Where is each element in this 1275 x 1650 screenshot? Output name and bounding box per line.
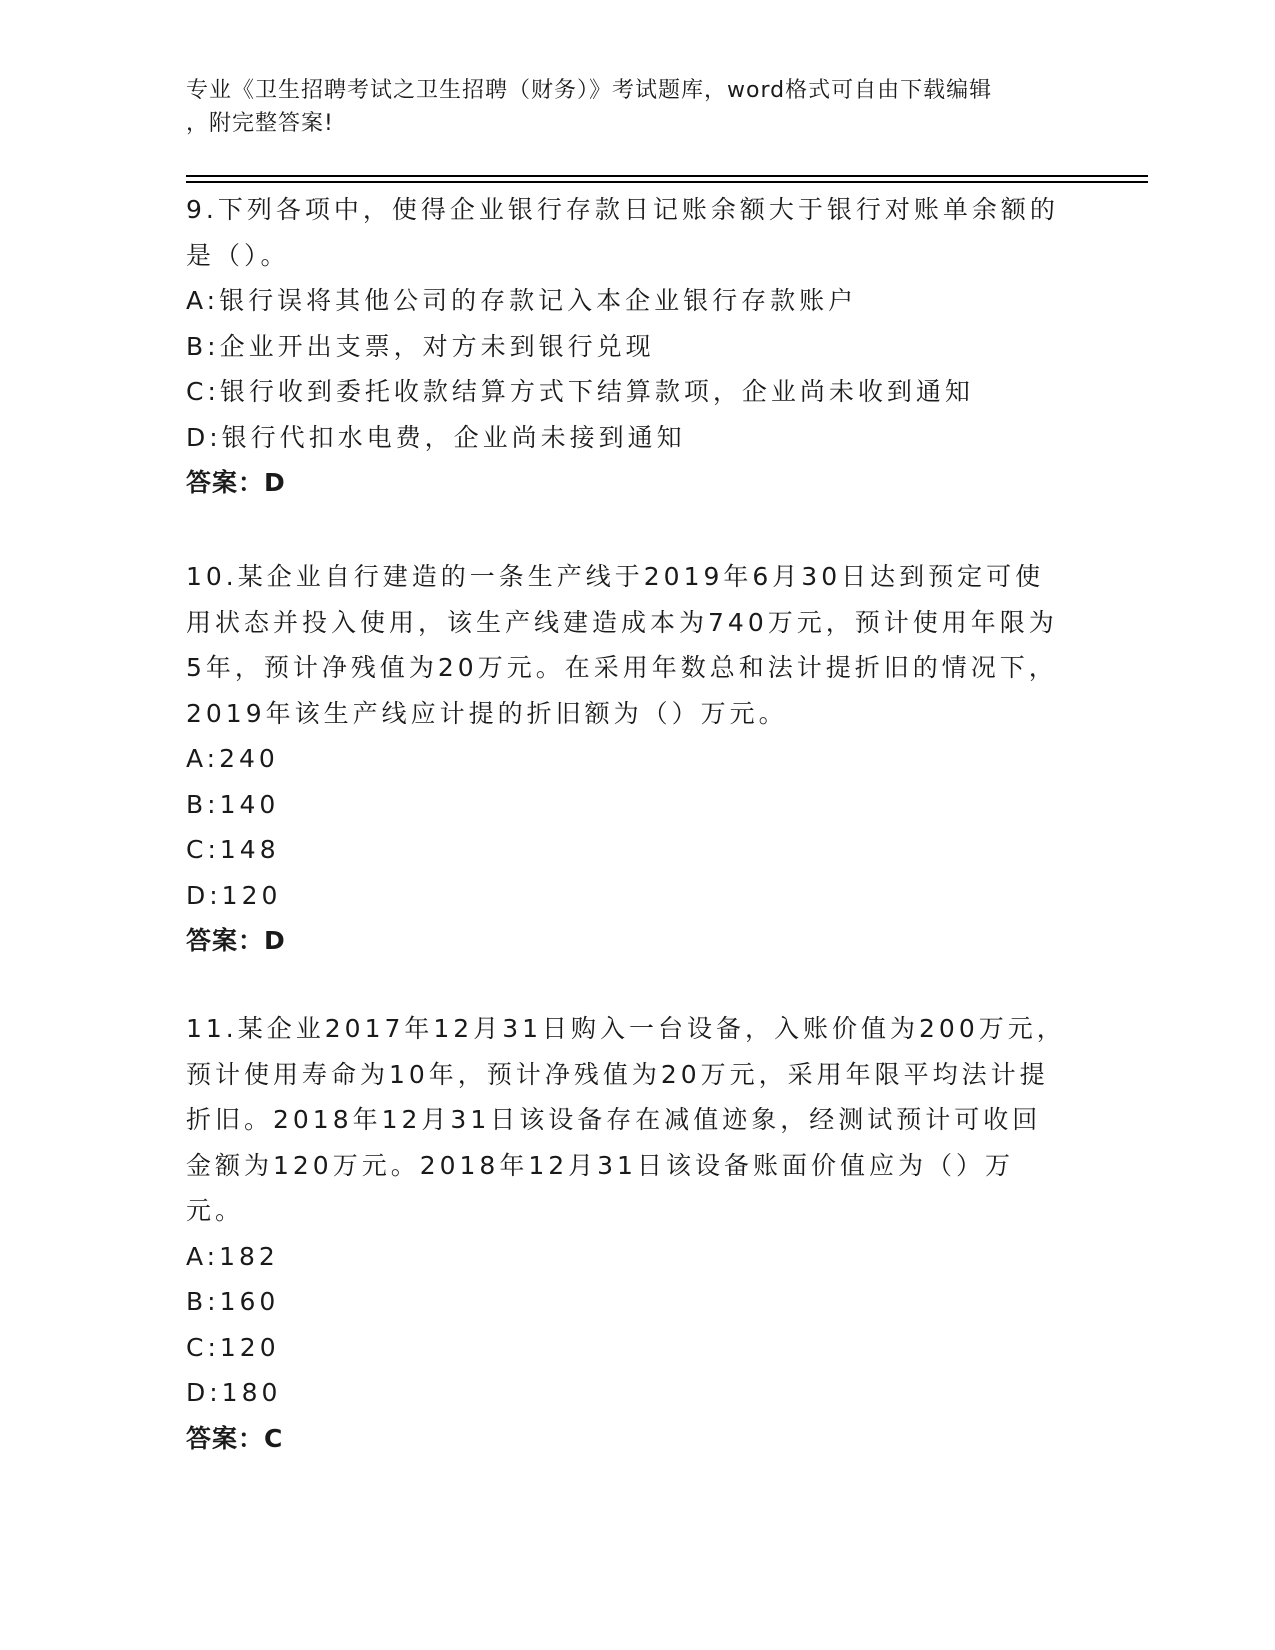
option-a: A:240 <box>186 744 279 773</box>
option-c: C:148 <box>186 835 280 864</box>
option-c: C:银行收到委托收款结算方式下结算款项，企业尚未收到通知 <box>186 377 974 406</box>
document-header <box>186 74 1066 140</box>
option-b: B:企业开出支票，对方未到银行兑现 <box>186 331 655 361</box>
answer-text: 答案：C <box>186 1423 284 1453</box>
answer-text: 答案：D <box>186 926 286 955</box>
question-stem: 11.某企业2017年12月31日购入一台设备，入账价值为200万元，预计使用寿命为10年，预计净残值为20万元，采用年限平均法计提折旧。2018年12月31日该设备存在减值迹象，经测试预计可收回金额为120万元。2018年12月31日该设备账面价值应为（）万元。 <box>186 1014 1066 1225</box>
option-a: A:银行误将其他公司的存款记入本企业银行存款账户 <box>186 286 858 315</box>
question-11 <box>186 1006 1066 1461</box>
header-divider-top <box>186 175 1148 177</box>
question-stem: 9.下列各项中，使得企业银行存款日记账余额大于银行对账单余额的是（）。 <box>186 195 1059 270</box>
answer-text: 答案：D <box>186 468 286 497</box>
question-10 <box>186 554 1066 964</box>
option-c: C:120 <box>186 1332 280 1362</box>
option-d: D:120 <box>186 880 282 910</box>
question-stem: 10.某企业自行建造的一条生产线于2019年6月30日达到预定可使用状态并投入使用，该生产线建造成本为740万元，预计使用年限为5年，预计净残值为20万元。在采用年数总和法计提折旧的情况下，2019年该生产线应计提的折旧额为（）万元。 <box>186 562 1058 728</box>
option-b: B:140 <box>186 789 280 819</box>
option-d: D:180 <box>186 1378 282 1407</box>
option-d: D:银行代扣水电费，企业尚未接到通知 <box>186 422 686 452</box>
header-line-1: 专业《卫生招聘考试之卫生招聘（财务）》考试题库，word格式可自由下载编辑 <box>186 78 993 103</box>
question-9 <box>186 187 1066 506</box>
option-a: A:182 <box>186 1241 279 1271</box>
header-divider-bottom <box>186 181 1148 183</box>
option-b: B:160 <box>186 1287 280 1316</box>
header-line-2: ，附完整答案! <box>186 111 334 136</box>
